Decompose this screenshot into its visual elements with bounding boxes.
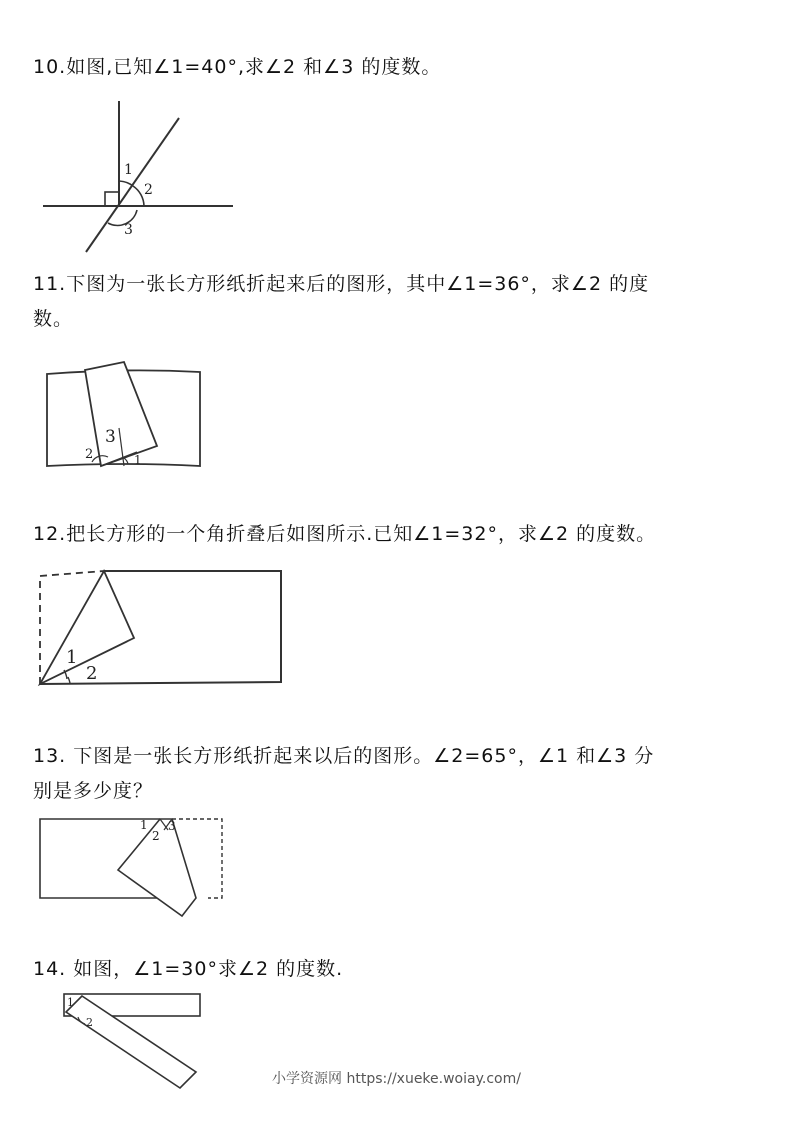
angle-label-1: 1 bbox=[124, 162, 133, 178]
angle-2-arc bbox=[68, 677, 70, 683]
angle-label-3: 3 bbox=[124, 222, 133, 238]
angle-label-3: 3 bbox=[168, 819, 176, 833]
question-10-text: 10.如图,已知∠1=40°,求∠2 和∠3 的度数。 bbox=[33, 56, 442, 78]
angle-label-1: 1 bbox=[134, 453, 142, 467]
angle-label-1: 1 bbox=[66, 647, 78, 668]
angle-label-2: 2 bbox=[152, 829, 160, 843]
angle-label-3: 3 bbox=[105, 427, 116, 447]
question-11-figure bbox=[44, 358, 204, 470]
question-11-text-line2: 数。 bbox=[33, 308, 74, 330]
footer-source: 小学资源网 https://xueke.woiay.com/ bbox=[272, 1071, 521, 1087]
question-12-text: 12.把长方形的一个角折叠后如图所示.已知∠1=32°，求∠2 的度数。 bbox=[33, 523, 657, 545]
question-10-figure bbox=[38, 96, 238, 256]
angle-label-2: 2 bbox=[85, 447, 94, 462]
question-13-text-line2: 别是多少度？ bbox=[33, 780, 154, 802]
question-11-text-line1: 11.下图为一张长方形纸折起来后的图形，其中∠1=36°，求∠2 的度 bbox=[33, 273, 650, 295]
angle-label-2: 2 bbox=[86, 663, 98, 684]
question-12-figure bbox=[34, 566, 288, 690]
angle-label-1: 1 bbox=[67, 996, 74, 1009]
folded-flap bbox=[85, 362, 157, 466]
angle-label-2: 2 bbox=[144, 182, 153, 198]
question-13-text-line1: 13. 下图是一张长方形纸折起来以后的图形。∠2=65°，∠1 和∠3 分 bbox=[33, 745, 655, 767]
question-14-text: 14. 如图，∠1=30°求∠2 的度数. bbox=[33, 958, 344, 980]
question-13-figure bbox=[36, 814, 228, 922]
angle-1-arc bbox=[119, 181, 133, 186]
right-angle-mark bbox=[105, 192, 119, 206]
angle-label-1: 1 bbox=[140, 818, 148, 832]
angle-label-2: 2 bbox=[86, 1016, 93, 1029]
angle-2-arc bbox=[133, 186, 144, 206]
